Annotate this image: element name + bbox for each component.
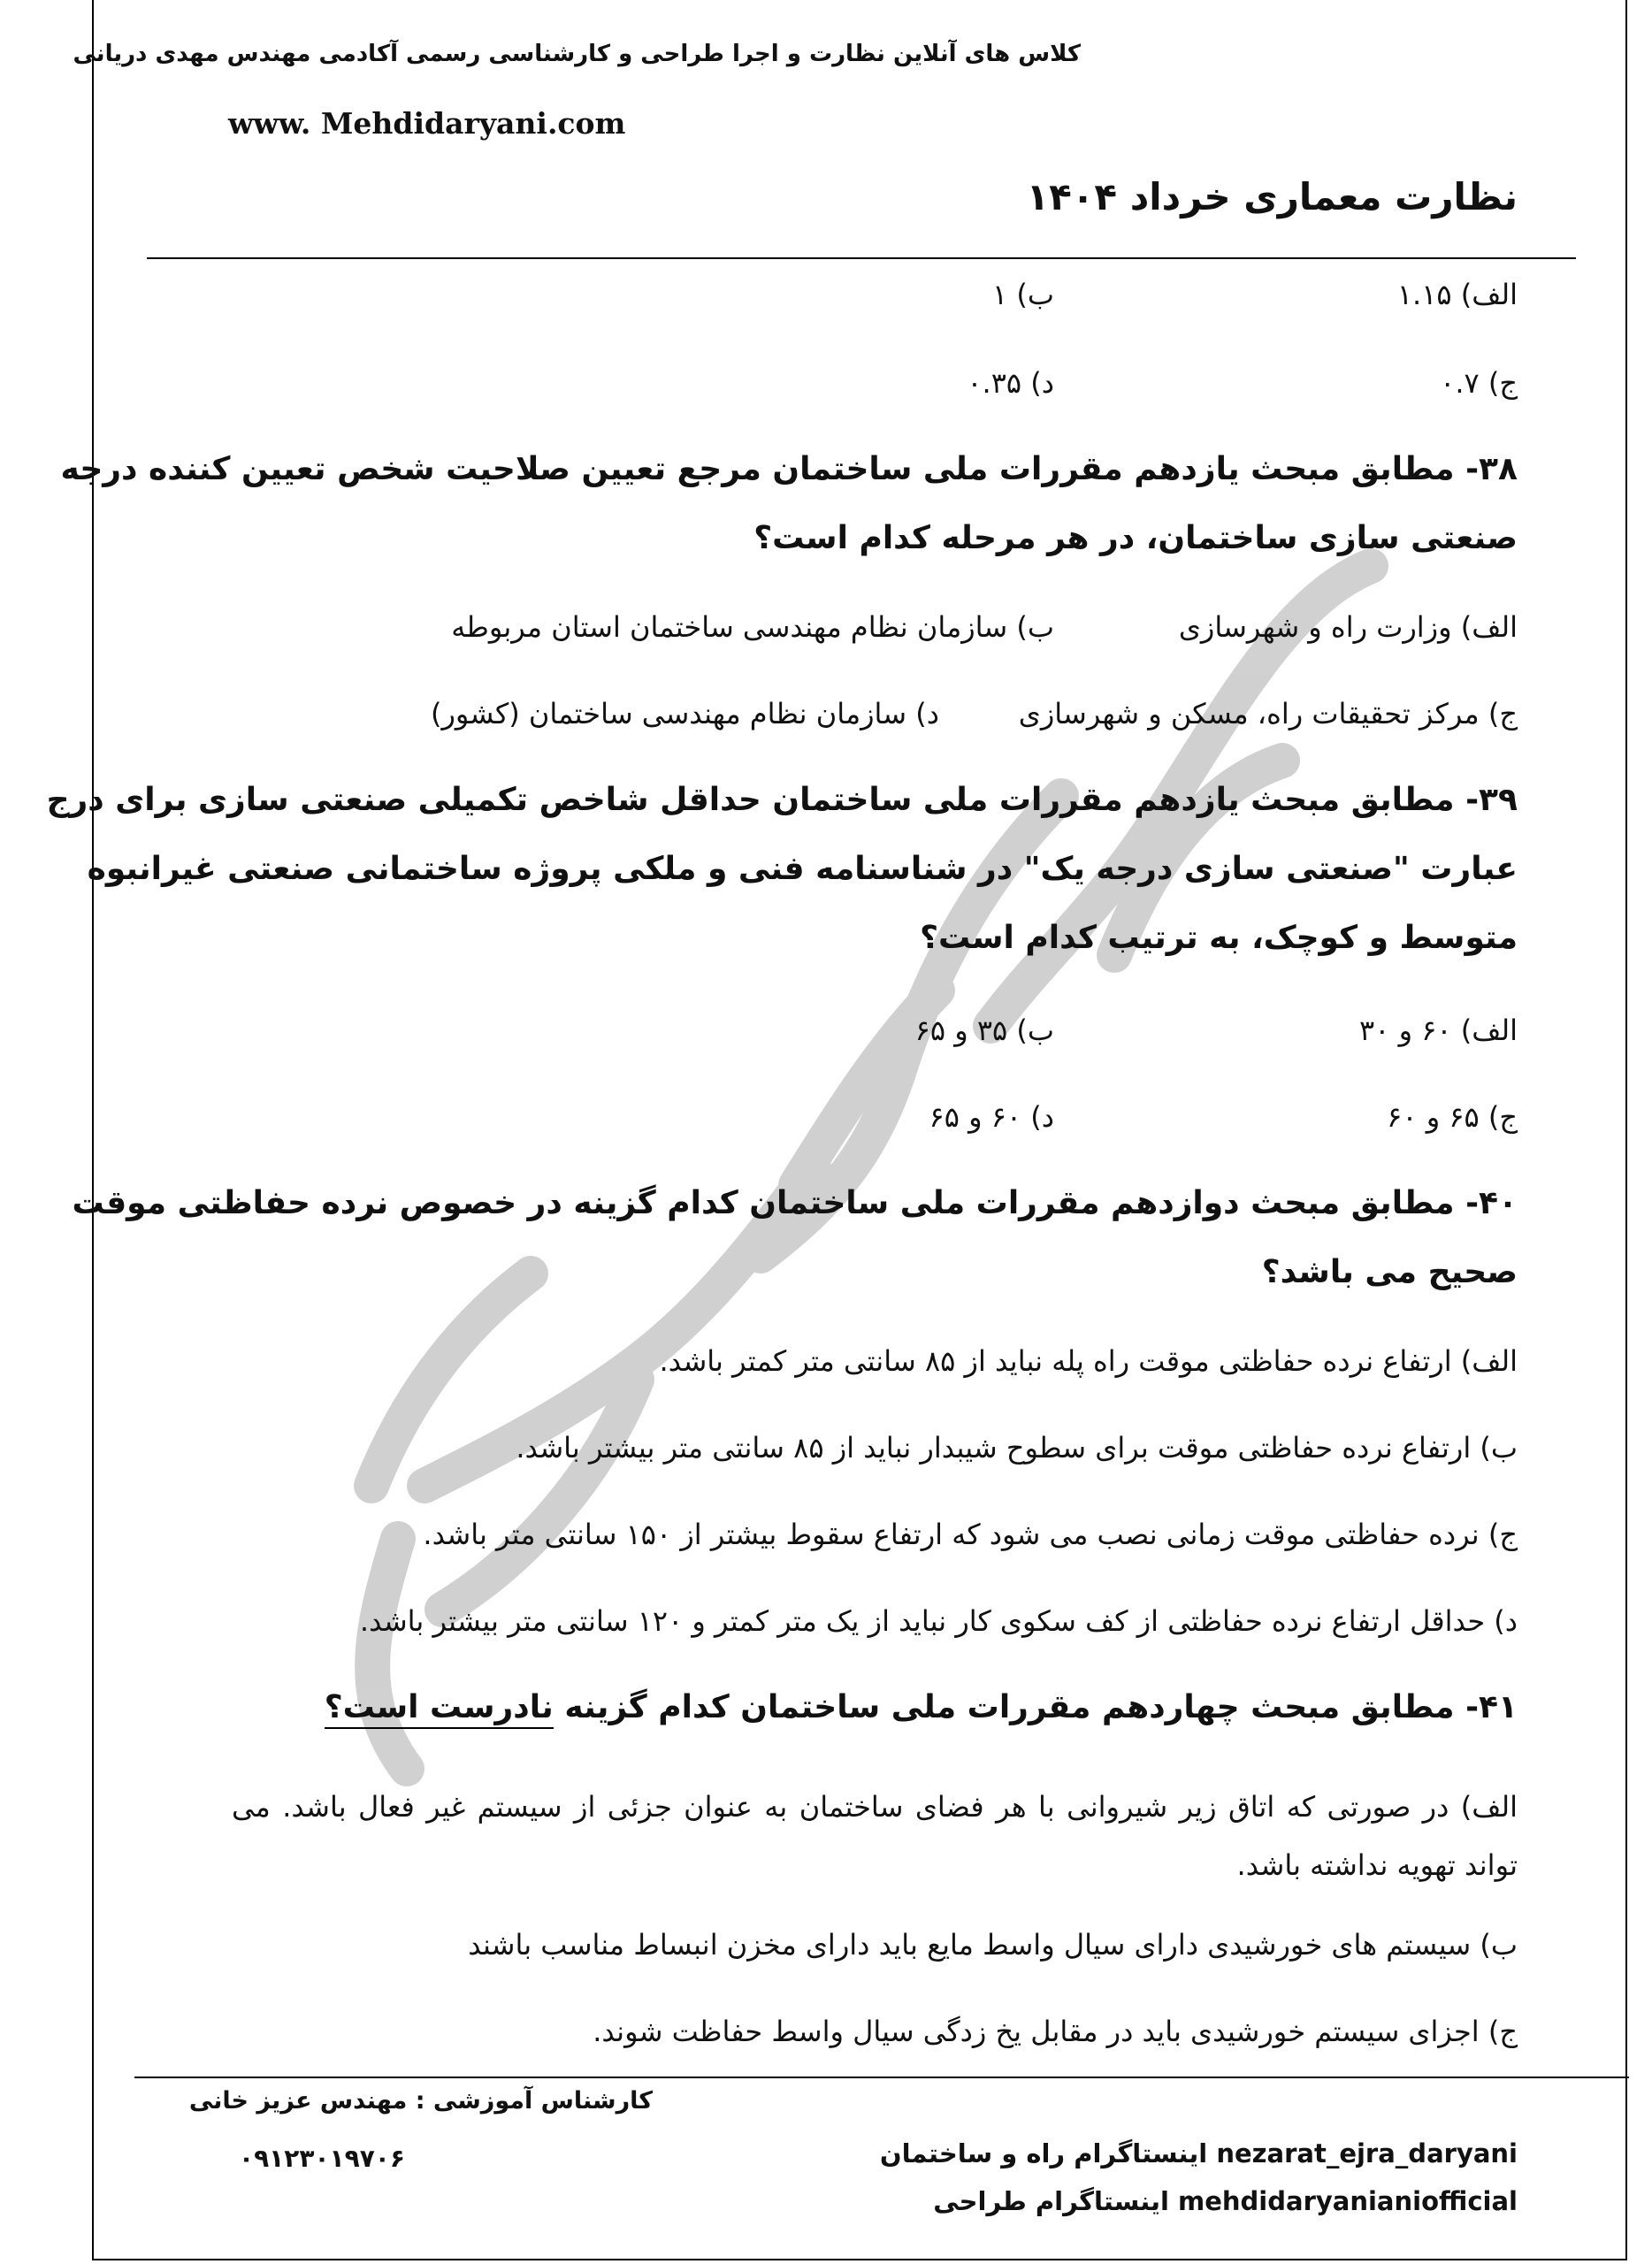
q40-line2: صحیح می باشد؟ [1261, 1254, 1518, 1290]
q38-option-a: الف) وزارت راه و شهرسازی [1178, 610, 1518, 644]
header-classes-line: کلاس های آنلاین نظارت و اجرا طراحی و کارشناسی رسمی آکادمی مهندس مهدی دریانی [73, 41, 1081, 67]
instagram-2-label: اینستاگرام طراحی [933, 2186, 1169, 2216]
q40-option-c: ج) نرده حفاظتی موقت زمانی نصب می شود که ارتفاع سقوط بیشتر از ۱۵۰ سانتی متر باشد. [423, 1518, 1518, 1551]
q38-option-c: ج) مرکز تحقیقات راه، مسکن و شهرسازی [1018, 697, 1518, 730]
page-title: نظارت معماری خرداد ۱۴۰۴ [1026, 175, 1518, 218]
q39-option-c: ج) ۶۵ و ۶۰ [1387, 1100, 1518, 1134]
q41-prefix: ۴۱- مطابق مبحث چهاردهم مقررات ملی ساختمان کدام گزینه [553, 1689, 1518, 1725]
prev-option-b: ب) ۱ [992, 278, 1054, 311]
header-divider [147, 257, 1576, 259]
q40-option-a: الف) ارتفاع نرده حفاظتی موقت راه پله نباید از ۸۵ سانتی متر کمتر باشد. [659, 1344, 1518, 1378]
q39-line2: عبارت "صنعتی سازی درجه یک" در شناسنامه فنی و ملکی پروژه ساختمانی صنعتی غیرانبوه [87, 851, 1518, 887]
q40-option-b: ب) ارتفاع نرده حفاظتی موقت برای سطوح شیبدار نباید از ۸۵ سانتی متر بیشتر باشد. [516, 1431, 1518, 1465]
q39-line1: ۳۹- مطابق مبحث یازدهم مقررات ملی ساختمان حداقل شاخص تکمیلی صنعتی سازی برای درج [46, 782, 1518, 818]
q38-line2: صنعتی سازی ساختمان، در هر مرحله کدام است؟ [753, 520, 1518, 556]
q39-line3: متوسط و کوچک، به ترتیب کدام است؟ [920, 920, 1518, 956]
q41-underlined: نادرست است؟ [325, 1689, 554, 1729]
q38-option-b: ب) سازمان نظام مهندسی ساختمان استان مربوطه [451, 610, 1054, 644]
website-link[interactable]: www. Mehdidaryani.com [228, 106, 626, 141]
footer-divider [134, 2077, 1629, 2078]
instagram-1-label: اینستاگرام راه و ساختمان [879, 2138, 1208, 2168]
footer-instagram-2 [933, 2186, 1518, 2216]
q39-option-b: ب) ۳۵ و ۶۵ [914, 1013, 1054, 1047]
q38-option-d: د) سازمان نظام مهندسی ساختمان (کشور) [430, 697, 939, 730]
prev-option-d: د) ۰.۳۵ [967, 366, 1054, 400]
footer-phone: ۰۹۱۲۳۰۱۹۷۰۶ [239, 2144, 405, 2173]
q38-line1: ۳۸- مطابق مبحث یازدهم مقررات ملی ساختمان مرجع تعیین صلاحیت شخص تعیین کننده درجه [60, 451, 1518, 487]
q39-option-d: د) ۶۰ و ۶۵ [929, 1100, 1054, 1134]
instagram-2-handle[interactable]: mehdidaryanianiofficial [1178, 2186, 1518, 2216]
prev-option-c: ج) ۰.۷ [1440, 366, 1518, 400]
q39-option-a: الف) ۶۰ و ۳۰ [1359, 1013, 1518, 1047]
prev-option-a: الف) ۱.۱۵ [1396, 278, 1518, 311]
footer-instructor: کارشناس آموزشی : مهندس عزیز خانی [188, 2087, 653, 2115]
q41-option-a: الف) در صورتی که اتاق زیر شیروانی با هر فضای ساختمان به عنوان جزئی از سیستم غیر فعال باشد. می تواند تهویه نداشته باشد. [232, 1790, 1518, 1882]
q41-option-c: ج) اجزای سیستم خورشیدی باید در مقابل یخ زدگی سیال واسط حفاظت شوند. [593, 2015, 1518, 2048]
q41-option-b: ب) سیستم های خورشیدی دارای سیال واسط مایع باید دارای مخزن انبساط مناسب باشند [468, 1928, 1518, 1962]
q40-option-d: د) حداقل ارتفاع نرده حفاظتی از کف سکوی کار نباید از یک متر کمتر و ۱۲۰ سانتی متر بیشتر باشد. [359, 1604, 1518, 1638]
footer-instagram-1 [880, 2138, 1518, 2168]
instagram-1-handle[interactable]: nezarat_ejra_daryani [1216, 2138, 1518, 2168]
q40-line1: ۴۰- مطابق مبحث دوازدهم مقررات ملی ساختمان کدام گزینه در خصوص نرده حفاظتی موقت [72, 1185, 1518, 1221]
q41-question [325, 1689, 1518, 1725]
